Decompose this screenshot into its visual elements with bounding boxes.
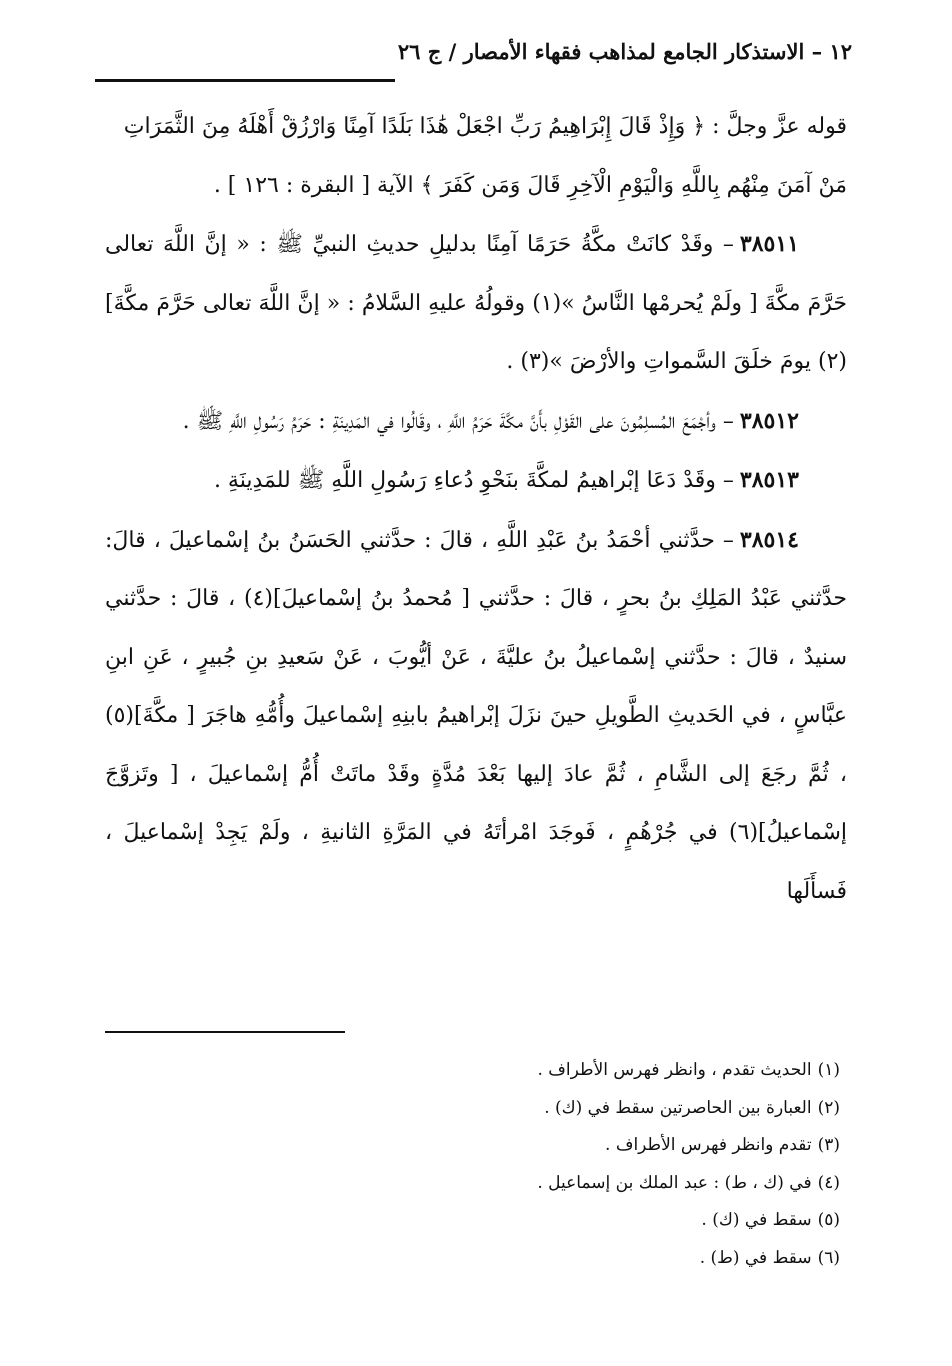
footnote-number: (٥) — [817, 1210, 840, 1230]
footnote-number: (٣) — [817, 1135, 840, 1155]
footnote-number: (١) — [817, 1060, 840, 1080]
paragraph-text: – وقَدْ دَعَا إبْراهيمُ لمكَّةَ بنَحْوِ دُعاءِ رَسُولِ اللَّهِ ﷺ للمَدِينَةِ . — [213, 468, 734, 493]
main-text — [105, 98, 847, 921]
footnote-6 — [105, 1240, 840, 1278]
quran-verse-line-1: قوله عزَّ وجلَّ : ﴿ وَإِذْ قَالَ إِبْرَاهِيمُ رَبِّ اجْعَلْ هَٰذَا بَلَدًا آمِنًا وَارْزُقْ أَهْلَهُ مِنَ الثَّمَرَاتِ — [123, 114, 847, 139]
footnote-number: (٢) — [817, 1097, 840, 1118]
paragraph-number: ٣٨٥١٢ — [739, 407, 799, 434]
footnote-text: تقدم وانظر فهرس الأطراف . — [605, 1135, 812, 1155]
footnote-1 — [105, 1052, 840, 1090]
footnote-2 — [105, 1090, 840, 1128]
footnote-number: (٦) — [817, 1247, 840, 1268]
paragraph-38512 — [105, 392, 847, 452]
paragraph-text: – وقَدْ كانَتْ مكَّةُ حَرَمًا آمِنًا بدليلِ حديثِ النبيِّ ﷺ : « إنَّ اللَّهَ تعالى حَرَّمَ مكَّةَ [ ولَمْ يُحرمْها النَّاسُ »(١) وقولُهُ عليهِ السَّلامُ : « إنَّ اللَّهَ تعالى حَرَّمَ مكَّةَ](٢) يومَ خلَقَ السَّمواتِ والأرْضَ »(٣) . — [105, 232, 847, 374]
paragraph-number: ٣٨٥١٤ — [739, 526, 799, 553]
header-line — [398, 38, 852, 66]
footnote-text: سقط في (ك) . — [701, 1210, 812, 1230]
page-number: ١٢ — [829, 39, 852, 64]
paragraph-number: ٣٨٥١١ — [739, 231, 799, 257]
footnote-3 — [105, 1127, 840, 1165]
paragraph-38511 — [105, 215, 847, 392]
page-header — [95, 34, 852, 74]
footnote-4 — [105, 1165, 840, 1203]
quran-verse-line-2: مَنْ آمَنَ مِنْهُم بِاللَّهِ وَالْيَوْمِ الْآخِرِ قَالَ وَمَن كَفَرَ ﴾ الآية [ البقرة : ١٢٦ ] . — [213, 172, 847, 198]
footnote-separator — [105, 1031, 345, 1033]
footnotes — [105, 1052, 840, 1277]
header-dash: – — [804, 39, 823, 64]
paragraph-text: – وأجْمَعَ المُسلِمُونَ على القَوْلِ بأَنَّ مكَّةَ حَرَمُ اللَّهِ ، وقَالُوا في المَدِينَةِ : حَرَمُ رَسُولِ اللَّهِ ﷺ . — [182, 408, 734, 434]
header-rule — [95, 79, 395, 82]
footnote-text: سقط في (ط) . — [699, 1247, 812, 1268]
footnote-text: في (ك ، ط) : عبد الملك بن إسماعيل . — [537, 1172, 812, 1193]
paragraph-text: – حدَّثني أحْمَدُ بنُ عَبْدِ اللَّهِ ، قالَ : حدَّثني الحَسَنُ بنُ إسْماعيلَ ، قالَ: حدَّثني عَبْدُ المَلِكِ بنُ بحرٍ ، قالَ : حدَّثني [ مُحمدُ بنُ إسْماعيلَ](٤) ، قالَ : حدَّثني سنيدٌ ، قالَ : حدَّثني إسْماعيلُ بنُ عليَّةَ ، عَنْ أيُّوبَ ، عَنْ سَعيدِ بنِ جُبيرٍ ، عَنِ ابنِ عبَّاسٍ ، في الحَديثِ الطَّويلِ حينَ نزَلَ إبْراهيمُ بابنِهِ إسْماعيلَ وأُمُّهِ هاجَرَ [ مكَّةَ](٥) ، ثُمَّ رجَعَ إلى الشَّامِ ، ثُمَّ عادَ إليها بَعْدَ مُدَّةٍ وقَدْ ماتَتْ أُمُّ إسْماعيلَ ، [ وتَزوَّجَ إسْماعيلُ](٦) في جُرْهُمٍ ، فَوجَدَ امْرأتَهُ في المَرَّةِ الثانيةِ ، ولَمْ يَجِدْ إسْماعيلَ ، فَسأَلَها — [105, 527, 847, 904]
footnote-text: العبارة بين الحاصرتين سقط في (ك) . — [544, 1097, 812, 1118]
paragraph-38514 — [105, 511, 847, 922]
running-title: الاستذكار الجامع لمذاهب فقهاء الأمصار / ج ٢٦ — [397, 39, 805, 64]
paragraph-number: ٣٨٥١٣ — [739, 467, 799, 493]
footnote-5 — [105, 1202, 840, 1240]
footnote-number: (٤) — [817, 1172, 840, 1193]
footnote-text: الحديث تقدم ، وانظر فهرس الأطراف . — [537, 1060, 812, 1080]
paragraph-38513 — [105, 451, 847, 511]
